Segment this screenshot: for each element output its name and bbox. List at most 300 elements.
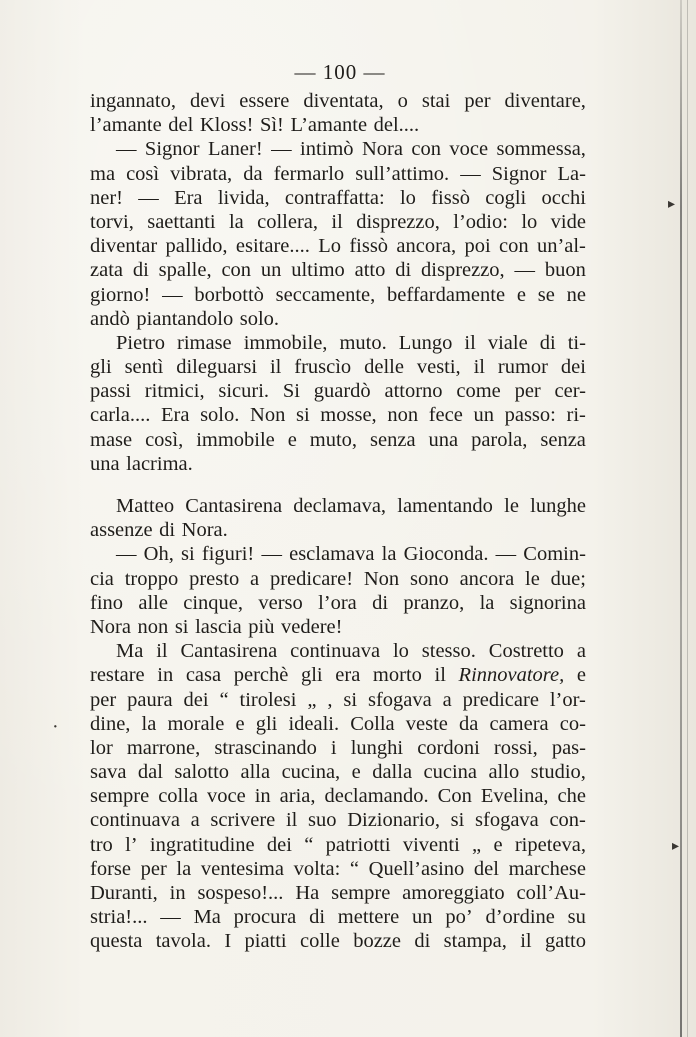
word: po’ xyxy=(445,906,473,929)
word: — xyxy=(116,138,137,161)
word: un xyxy=(473,404,494,427)
word: e xyxy=(576,664,586,687)
word: zata xyxy=(90,259,123,282)
word: declamando. xyxy=(324,785,429,808)
word: morto xyxy=(372,664,422,687)
word: a xyxy=(576,640,586,663)
word: — xyxy=(116,543,137,566)
word: Lo xyxy=(318,235,341,258)
word: sentì xyxy=(124,356,164,379)
word: marrone, xyxy=(126,736,201,759)
word: “ xyxy=(349,857,360,880)
word: poi xyxy=(464,235,491,258)
word: due; xyxy=(550,567,586,590)
word: fermarlo xyxy=(273,162,345,185)
word: una xyxy=(90,452,120,475)
word: il xyxy=(464,331,476,354)
word: e xyxy=(287,428,297,451)
word: rossi, xyxy=(493,736,538,759)
word: del xyxy=(473,857,499,880)
word: — xyxy=(138,186,159,209)
word: se xyxy=(537,283,555,306)
word: senza xyxy=(370,428,416,451)
text-line xyxy=(90,591,586,615)
word: salotto xyxy=(174,761,230,784)
word: l’ xyxy=(125,833,138,856)
text-line xyxy=(90,379,586,403)
word: cucina, xyxy=(281,761,341,784)
word: casa xyxy=(185,664,222,687)
word: colla xyxy=(158,785,199,808)
word: Quell’asino xyxy=(368,857,465,880)
word: strascinando xyxy=(214,736,317,759)
word: sommessa, xyxy=(496,138,586,161)
word: Lungo xyxy=(398,331,453,354)
word: allo xyxy=(488,761,520,784)
word: rimase xyxy=(177,331,232,354)
word: lascia xyxy=(195,615,242,638)
word: gli xyxy=(255,712,278,735)
word: viale xyxy=(487,331,528,354)
word: per xyxy=(140,857,167,880)
word: Era xyxy=(160,404,190,427)
text-line xyxy=(90,331,586,355)
word: sfogava xyxy=(475,809,539,832)
word: Ma xyxy=(193,906,221,929)
word: continuava xyxy=(90,809,180,832)
margin-mark-1: ▸ xyxy=(668,197,676,212)
word: Si xyxy=(282,380,300,403)
word: verso xyxy=(258,591,303,614)
word: vibrata, xyxy=(170,162,233,185)
word: da xyxy=(459,712,479,735)
word: il xyxy=(331,210,343,233)
word: da xyxy=(243,162,263,185)
word: voce xyxy=(207,785,246,808)
word: tro xyxy=(90,833,113,856)
word: Kloss! xyxy=(199,114,254,137)
word: la xyxy=(141,712,157,735)
word: borbottò xyxy=(194,283,264,306)
word: con xyxy=(499,235,529,258)
text-line xyxy=(90,113,586,137)
word: cer- xyxy=(554,380,586,403)
word: atto xyxy=(354,259,386,282)
word: mosse, xyxy=(320,404,377,427)
word: di xyxy=(159,519,176,542)
word: Colla xyxy=(350,712,395,735)
word: con xyxy=(221,259,252,282)
word: fissò xyxy=(431,186,470,209)
word: esclamava xyxy=(289,543,375,566)
word: stesso. xyxy=(421,640,476,663)
word: andò xyxy=(90,307,130,330)
word: Rinnovatore, xyxy=(458,664,565,687)
margin-mark-3: ▸ xyxy=(672,839,680,854)
word: le xyxy=(525,567,540,590)
word: lor xyxy=(90,736,113,759)
word: beffardamente xyxy=(387,283,506,306)
word: La- xyxy=(557,162,586,185)
word: si xyxy=(343,688,358,711)
word: sempre xyxy=(331,882,391,904)
word: figuri! xyxy=(201,543,255,566)
word: diventata, xyxy=(303,90,384,112)
word: Ma xyxy=(116,640,144,663)
word: “ xyxy=(219,688,229,711)
word: patriotti xyxy=(325,833,391,856)
text-line xyxy=(90,905,586,929)
word: pas- xyxy=(551,736,586,759)
word: Pietro xyxy=(116,331,165,354)
word: devi xyxy=(189,90,226,112)
word: seccamente, xyxy=(275,283,376,306)
word: scrivere xyxy=(210,809,276,832)
word: immobile xyxy=(196,428,275,451)
word: vide xyxy=(550,210,586,233)
word: cogli xyxy=(485,186,527,209)
word: Matteo xyxy=(116,495,175,517)
word: il xyxy=(434,664,446,687)
word: aria, xyxy=(279,785,316,808)
word: Nora. xyxy=(181,519,228,542)
word: vesti, xyxy=(416,356,461,379)
word: l’or- xyxy=(549,688,586,711)
word: tirolesi xyxy=(239,688,297,711)
text-line xyxy=(90,567,586,591)
margin-mark-2: · xyxy=(52,716,59,738)
word: — xyxy=(160,906,181,929)
word: presto xyxy=(189,567,240,590)
text-line xyxy=(90,688,586,712)
word: spalle, xyxy=(158,259,212,282)
word: Laner! xyxy=(208,138,263,161)
word: passi xyxy=(90,380,131,403)
word: predicare xyxy=(462,688,539,711)
word: cordoni xyxy=(417,736,480,759)
text-line xyxy=(90,162,586,186)
word: la xyxy=(228,210,244,233)
word: del xyxy=(168,114,194,137)
word: ideali. xyxy=(288,712,340,735)
word: rumor xyxy=(497,356,549,379)
word: carla.... xyxy=(90,404,151,427)
word: cia xyxy=(90,567,114,590)
text-line xyxy=(90,857,586,881)
word: sfogava xyxy=(367,688,432,711)
paragraph-block-2 xyxy=(90,494,586,954)
word: coll’Au- xyxy=(516,882,586,904)
word: ne xyxy=(566,283,586,306)
word: contraffatta: xyxy=(284,186,385,209)
paragraph-block-1 xyxy=(90,89,586,476)
word: ingratitudine xyxy=(149,833,255,856)
word: morale xyxy=(167,712,225,735)
word: parola, xyxy=(471,428,528,451)
word: di xyxy=(539,331,556,354)
word: Cantasirena xyxy=(185,495,283,517)
page-edge-shadow xyxy=(680,0,682,1037)
word: stai xyxy=(421,90,451,112)
text-line xyxy=(90,234,586,258)
word: guardò xyxy=(313,380,371,403)
word: L’amante xyxy=(290,114,368,137)
word: d’ordine xyxy=(485,906,555,929)
word: intimò xyxy=(300,138,354,161)
word: Signor xyxy=(491,162,547,185)
word: piantandolo xyxy=(136,307,234,330)
word: l’amante xyxy=(90,114,162,137)
word: marchese xyxy=(508,857,586,880)
text-line xyxy=(90,663,586,687)
word: paura xyxy=(127,688,173,711)
word: la xyxy=(479,591,495,614)
word: dine, xyxy=(90,712,131,735)
word: ventesima xyxy=(200,857,284,880)
word: ultimo xyxy=(291,259,345,282)
word: ti- xyxy=(567,331,586,354)
word: ma xyxy=(90,162,116,185)
word: il xyxy=(269,356,282,379)
word: si xyxy=(174,615,189,638)
word: essere xyxy=(239,90,290,112)
word: — xyxy=(514,259,536,282)
word: sempre xyxy=(90,785,150,808)
word: solo. xyxy=(200,404,240,427)
word: — xyxy=(460,162,481,185)
text-line xyxy=(90,929,586,953)
word: di xyxy=(372,591,389,614)
text-line xyxy=(90,452,586,476)
word: livida, xyxy=(217,186,270,209)
word: e xyxy=(235,712,245,735)
word: stria!... xyxy=(90,906,148,929)
word: immobile, xyxy=(243,331,328,354)
word: si xyxy=(181,543,195,566)
word: declamava, xyxy=(293,495,387,517)
word: in xyxy=(169,882,186,904)
text-line xyxy=(90,494,586,518)
word: vedere! xyxy=(281,615,343,638)
word: Non xyxy=(363,567,400,590)
word: per xyxy=(464,90,491,112)
word: che xyxy=(557,785,586,808)
word: muto. xyxy=(339,331,387,354)
word: la xyxy=(176,857,192,880)
word: dei xyxy=(560,356,586,379)
word: alla xyxy=(240,761,271,784)
word: l’odio: xyxy=(453,210,508,233)
word: continuava xyxy=(290,640,381,663)
word: dal xyxy=(137,761,163,784)
word: gli xyxy=(300,664,323,687)
word: Dizionario, xyxy=(347,809,440,832)
word: ancora xyxy=(459,567,515,590)
word: Oh, xyxy=(143,543,174,566)
word: colle xyxy=(300,930,340,953)
word: lo xyxy=(521,210,538,233)
word: così, xyxy=(145,428,184,451)
word: lamentando xyxy=(397,495,493,517)
word: troppo xyxy=(124,567,179,590)
word: il xyxy=(285,809,298,832)
word: i xyxy=(330,736,337,759)
word: su xyxy=(567,906,586,929)
word: lacrima. xyxy=(126,452,193,475)
word: Evelina, xyxy=(480,785,549,808)
word: tavola. xyxy=(155,930,211,953)
word: passo: xyxy=(504,404,556,427)
word: stampa, xyxy=(443,930,507,953)
word: ritmici, xyxy=(144,380,205,403)
word: forse xyxy=(90,857,131,880)
word: bozze xyxy=(353,930,401,953)
word: il xyxy=(156,640,168,663)
word: e xyxy=(516,283,526,306)
word: fissò xyxy=(349,235,389,258)
word: di xyxy=(395,259,412,282)
text-line xyxy=(90,258,586,282)
word: disprezzo, xyxy=(356,210,440,233)
word: un xyxy=(260,259,282,282)
word: dei xyxy=(266,833,292,856)
word: del.... xyxy=(373,114,420,137)
word: gatto xyxy=(545,930,586,953)
word: assenze xyxy=(90,519,153,542)
word: predicare! xyxy=(269,567,354,590)
page-edge-line xyxy=(687,0,688,1037)
word: sava xyxy=(90,761,127,784)
word: di xyxy=(309,906,326,929)
word: giorno! xyxy=(90,283,151,306)
text-line xyxy=(90,89,586,113)
word: non xyxy=(137,615,169,638)
word: gli xyxy=(90,356,112,379)
word: questa xyxy=(90,930,143,953)
word: co- xyxy=(559,712,586,735)
word: di xyxy=(132,259,149,282)
word: veste xyxy=(405,712,448,735)
text-line xyxy=(90,355,586,379)
word: pallido, xyxy=(165,235,228,258)
word: di xyxy=(414,930,431,953)
word: — xyxy=(271,138,292,161)
text-line xyxy=(90,881,586,905)
word: Signor xyxy=(144,138,200,161)
word: l’ora xyxy=(318,591,357,614)
word: lunghi xyxy=(350,736,404,759)
word: il xyxy=(473,356,485,379)
word: il xyxy=(520,930,532,953)
word: lo xyxy=(392,640,409,663)
word: la xyxy=(381,543,397,566)
word: volta: xyxy=(293,857,341,880)
word: Nora xyxy=(361,138,403,161)
word: ri- xyxy=(566,404,586,427)
word: mettere xyxy=(337,906,400,929)
word: lunghe xyxy=(530,495,586,517)
word: fruscìo xyxy=(294,356,352,379)
text-line xyxy=(90,428,586,452)
word: fino xyxy=(90,591,124,614)
word: diventare, xyxy=(504,90,586,112)
word: in xyxy=(157,664,174,687)
word: piatti xyxy=(244,930,287,953)
word: “ xyxy=(304,833,314,856)
word: un xyxy=(412,906,433,929)
word: in xyxy=(254,785,271,808)
word: buon xyxy=(544,259,586,282)
word: procura xyxy=(233,906,297,929)
text-line xyxy=(90,639,586,663)
word: „ xyxy=(307,688,317,711)
word: e xyxy=(351,761,361,784)
word: Cantasirena xyxy=(180,640,278,663)
text-line xyxy=(90,186,586,210)
word: dei xyxy=(183,688,209,711)
word: Duranti, xyxy=(90,882,158,904)
word: ingannato, xyxy=(90,90,176,112)
text-line xyxy=(90,542,586,566)
word: suo xyxy=(308,809,337,832)
word: alle xyxy=(138,591,168,614)
word: con- xyxy=(549,809,586,832)
text-line xyxy=(90,283,586,307)
word: „ xyxy=(472,833,482,856)
word: per xyxy=(90,688,117,711)
word: disprezzo, xyxy=(421,259,505,282)
word: Gioconda. xyxy=(403,543,489,566)
word: Era xyxy=(174,186,203,209)
word: Con xyxy=(437,785,472,808)
text-line xyxy=(90,403,586,427)
word: più xyxy=(248,615,275,638)
text-line xyxy=(90,518,586,542)
word: fece xyxy=(428,404,463,427)
word: così xyxy=(126,162,160,185)
text-line xyxy=(90,712,586,736)
word: Costretto xyxy=(488,640,564,663)
word: , xyxy=(327,688,333,711)
word: si xyxy=(450,809,465,832)
word: delle xyxy=(364,356,404,379)
word: Non xyxy=(250,404,286,427)
word: ancora, xyxy=(396,235,457,258)
text-line xyxy=(90,137,586,161)
word: I xyxy=(224,930,232,953)
word: pranzo, xyxy=(403,591,465,614)
word: cucina xyxy=(423,761,477,784)
word: occhi xyxy=(541,186,586,209)
word: mase xyxy=(90,428,133,451)
word: restare xyxy=(90,664,145,687)
word: signorina xyxy=(509,591,586,614)
word: muto, xyxy=(309,428,358,451)
word: — xyxy=(261,543,282,566)
word: amoreggiato xyxy=(402,882,505,904)
word: sono xyxy=(410,567,449,590)
word: un’al- xyxy=(536,235,586,258)
word: diventar xyxy=(90,235,158,258)
word: collera, xyxy=(257,210,319,233)
word: saettanti xyxy=(147,210,216,233)
word: sull’attimo. xyxy=(355,162,450,185)
word: cinque, xyxy=(183,591,244,614)
text-line xyxy=(90,833,586,857)
word: perchè xyxy=(233,664,289,687)
word: camera xyxy=(489,712,549,735)
word: o xyxy=(397,90,408,112)
